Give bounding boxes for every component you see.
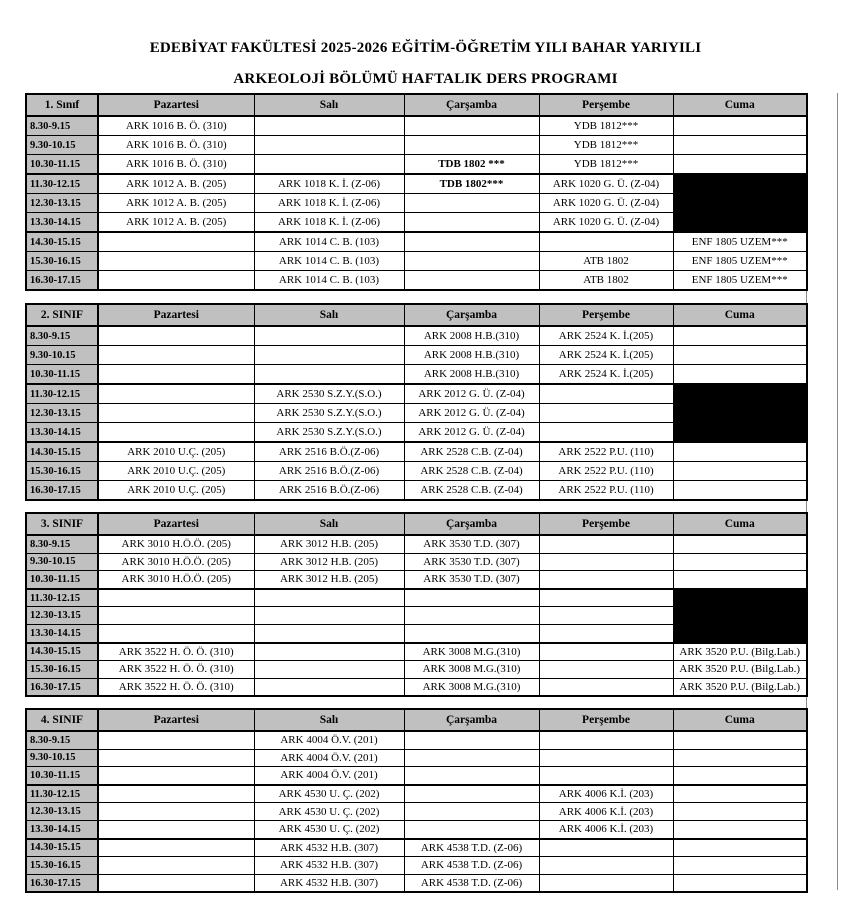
empty-cell [254,365,404,385]
course-cell: ARK 2524 K. İ.(205) [539,346,673,365]
empty-cell [98,767,254,785]
empty-cell [98,820,254,838]
table-row [26,553,807,571]
empty-cell [404,136,539,155]
header-row [26,513,807,535]
table-row [26,803,807,821]
time-slot: 11.30-12.15 [26,785,98,803]
course-cell: ARK 1014 C. B. (103) [254,271,404,291]
time-slot: 9.30-10.15 [26,346,98,365]
table-row [26,624,807,642]
course-cell: ARK 4006 K.İ. (203) [539,820,673,838]
course-cell: ARK 3010 H.Ö.Ö. (205) [98,553,254,571]
course-cell: ARK 4538 T.D. (Z-06) [404,839,539,857]
empty-cell [673,462,807,481]
empty-cell [404,252,539,271]
empty-cell [673,346,807,365]
course-cell: ENF 1805 UZEM*** [673,271,807,291]
empty-cell [539,624,673,642]
schedule-table-grade-4 [25,708,808,893]
empty-cell [673,116,807,136]
empty-cell [254,155,404,175]
time-slot: 12.30-13.15 [26,194,98,213]
empty-cell [539,857,673,875]
course-cell: ARK 1012 A. B. (205) [98,174,254,194]
blocked-cell [673,404,807,423]
time-slot: 12.30-13.15 [26,404,98,423]
empty-cell [98,346,254,365]
empty-cell [254,326,404,346]
empty-cell [539,839,673,857]
course-cell: ARK 1020 G. Ü. (Z-04) [539,194,673,213]
table-row [26,423,807,443]
empty-cell [539,678,673,696]
course-cell: ARK 3530 T.D. (307) [404,553,539,571]
course-cell: ARK 3012 H.B. (205) [254,553,404,571]
course-cell: ARK 1018 K. İ. (Z-06) [254,213,404,233]
course-cell: ARK 3010 H.Ö.Ö. (205) [98,571,254,589]
empty-cell [673,874,807,892]
empty-cell [673,136,807,155]
empty-cell [539,571,673,589]
course-cell: ARK 4532 H.B. (307) [254,839,404,857]
empty-cell [98,232,254,252]
empty-cell [254,346,404,365]
table-row [26,535,807,553]
course-cell: ARK 4530 U. Ç. (202) [254,820,404,838]
course-cell: ARK 2528 C.B. (Z-04) [404,481,539,501]
course-cell: ARK 3520 P.U. (Bilg.Lab.) [673,678,807,696]
blocked-cell [673,174,807,194]
time-slot: 11.30-12.15 [26,174,98,194]
table-row [26,839,807,857]
course-cell: ARK 3008 M.G.(310) [404,678,539,696]
header-row [26,94,807,116]
course-cell: ARK 2008 H.B.(310) [404,365,539,385]
course-cell: ARK 2522 P.U. (110) [539,462,673,481]
empty-cell [539,232,673,252]
empty-cell [539,535,673,553]
table-row [26,678,807,696]
time-slot: 13.30-14.15 [26,423,98,443]
time-slot: 13.30-14.15 [26,213,98,233]
course-cell: ARK 1020 G. Ü. (Z-04) [539,174,673,194]
header-row [26,709,807,731]
empty-cell [539,661,673,679]
course-cell: ARK 2012 G. Ü. (Z-04) [404,384,539,404]
course-cell: ARK 2516 B.Ö.(Z-06) [254,462,404,481]
course-cell: ARK 3522 H. Ö. Ö. (310) [98,678,254,696]
course-cell: TDB 1802 *** [404,155,539,175]
empty-cell [673,442,807,462]
course-cell: ENF 1805 UZEM*** [673,232,807,252]
course-cell: ARK 1018 K. İ. (Z-06) [254,174,404,194]
course-cell: ARK 3530 T.D. (307) [404,571,539,589]
empty-cell [98,839,254,857]
blocked-cell [673,213,807,233]
course-cell: ARK 2522 P.U. (110) [539,481,673,501]
empty-cell [539,874,673,892]
empty-cell [404,767,539,785]
table-row [26,731,807,749]
table-row [26,874,807,892]
print-area-gridline-outer [837,93,838,890]
grade-label: 2. SINIF [26,304,98,326]
day-header: Cuma [673,304,807,326]
course-cell: ARK 3520 P.U. (Bilg.Lab.) [673,643,807,661]
empty-cell [404,820,539,838]
empty-cell [673,749,807,767]
table-row [26,571,807,589]
blocked-cell [673,624,807,642]
time-slot: 11.30-12.15 [26,589,98,607]
day-header: Pazartesi [98,709,254,731]
course-cell: ARK 1020 G. Ü. (Z-04) [539,213,673,233]
course-cell: ARK 2530 S.Z.Y.(S.O.) [254,404,404,423]
day-header: Pazartesi [98,513,254,535]
empty-cell [254,661,404,679]
empty-cell [254,624,404,642]
time-slot: 15.30-16.15 [26,252,98,271]
course-cell: ARK 1012 A. B. (205) [98,213,254,233]
empty-cell [673,767,807,785]
time-slot: 10.30-11.15 [26,571,98,589]
table-row [26,820,807,838]
day-header: Çarşamba [404,709,539,731]
time-slot: 13.30-14.15 [26,624,98,642]
time-slot: 15.30-16.15 [26,857,98,875]
empty-cell [404,785,539,803]
course-cell: ARK 1016 B. Ö. (310) [98,136,254,155]
empty-cell [254,607,404,625]
empty-cell [404,213,539,233]
time-slot: 11.30-12.15 [26,384,98,404]
empty-cell [673,839,807,857]
empty-cell [98,326,254,346]
empty-cell [673,535,807,553]
blocked-cell [673,589,807,607]
empty-cell [98,607,254,625]
course-cell: ARK 4004 Ö.V. (201) [254,749,404,767]
empty-cell [98,749,254,767]
time-slot: 8.30-9.15 [26,731,98,749]
table-row [26,174,807,194]
table-row [26,481,807,501]
day-header: Cuma [673,513,807,535]
empty-cell [98,384,254,404]
time-slot: 16.30-17.15 [26,481,98,501]
time-slot: 15.30-16.15 [26,462,98,481]
course-cell: ARK 4532 H.B. (307) [254,857,404,875]
table-row [26,232,807,252]
course-cell: ARK 2528 C.B. (Z-04) [404,462,539,481]
course-cell: ARK 3522 H. Ö. Ö. (310) [98,643,254,661]
empty-cell [673,803,807,821]
blocked-cell [673,194,807,213]
empty-cell [404,803,539,821]
blocked-cell [673,607,807,625]
day-header: Perşembe [539,709,673,731]
empty-cell [673,571,807,589]
course-cell: ARK 4004 Ö.V. (201) [254,731,404,749]
time-slot: 13.30-14.15 [26,820,98,838]
empty-cell [539,607,673,625]
table-row [26,384,807,404]
course-cell: ARK 2010 U.Ç. (205) [98,462,254,481]
course-cell: ARK 3008 M.G.(310) [404,661,539,679]
empty-cell [539,404,673,423]
day-header: Pazartesi [98,94,254,116]
time-slot: 10.30-11.15 [26,767,98,785]
table-row [26,607,807,625]
course-cell: ARK 2530 S.Z.Y.(S.O.) [254,423,404,443]
course-cell: ARK 2516 B.Ö.(Z-06) [254,442,404,462]
course-cell: ENF 1805 UZEM*** [673,252,807,271]
empty-cell [539,589,673,607]
empty-cell [673,326,807,346]
empty-cell [404,271,539,291]
course-cell: ARK 2010 U.Ç. (205) [98,481,254,501]
course-cell: ARK 3520 P.U. (Bilg.Lab.) [673,661,807,679]
day-header: Perşembe [539,513,673,535]
course-cell: ARK 2008 H.B.(310) [404,346,539,365]
empty-cell [539,731,673,749]
time-slot: 12.30-13.15 [26,803,98,821]
table-row [26,194,807,213]
empty-cell [673,553,807,571]
table-row [26,767,807,785]
course-cell: ARK 4532 H.B. (307) [254,874,404,892]
empty-cell [98,624,254,642]
day-header: Salı [254,513,404,535]
table-row [26,643,807,661]
course-cell: ARK 4530 U. Ç. (202) [254,785,404,803]
table-row [26,252,807,271]
empty-cell [404,232,539,252]
schedule-table-grade-1 [25,93,808,291]
course-cell: YDB 1812*** [539,155,673,175]
course-cell: ARK 1014 C. B. (103) [254,232,404,252]
day-header: Salı [254,304,404,326]
day-header: Çarşamba [404,513,539,535]
empty-cell [98,271,254,291]
empty-cell [404,116,539,136]
course-cell: ARK 2524 K. İ.(205) [539,326,673,346]
course-cell: ARK 2008 H.B.(310) [404,326,539,346]
time-slot: 9.30-10.15 [26,136,98,155]
time-slot: 14.30-15.15 [26,643,98,661]
empty-cell [404,749,539,767]
day-header: Cuma [673,709,807,731]
table-row [26,462,807,481]
course-cell: ARK 2524 K. İ.(205) [539,365,673,385]
day-header: Perşembe [539,304,673,326]
empty-cell [254,678,404,696]
course-cell: ARK 3522 H. Ö. Ö. (310) [98,661,254,679]
time-slot: 16.30-17.15 [26,678,98,696]
course-cell: ARK 2528 C.B. (Z-04) [404,442,539,462]
empty-cell [98,857,254,875]
day-header: Salı [254,709,404,731]
time-slot: 14.30-15.15 [26,839,98,857]
table-row [26,116,807,136]
time-slot: 10.30-11.15 [26,365,98,385]
course-cell: ARK 3012 H.B. (205) [254,571,404,589]
empty-cell [539,423,673,443]
empty-cell [404,731,539,749]
table-row [26,326,807,346]
empty-cell [539,384,673,404]
time-slot: 8.30-9.15 [26,116,98,136]
course-cell: ARK 2012 G. Ü. (Z-04) [404,404,539,423]
empty-cell [404,624,539,642]
table-row [26,857,807,875]
time-slot: 15.30-16.15 [26,661,98,679]
table-row [26,271,807,291]
grade-label: 4. SINIF [26,709,98,731]
course-cell: ARK 3010 H.Ö.Ö. (205) [98,535,254,553]
time-slot: 8.30-9.15 [26,326,98,346]
table-row [26,785,807,803]
course-cell: ARK 3012 H.B. (205) [254,535,404,553]
course-cell: ARK 3530 T.D. (307) [404,535,539,553]
blocked-cell [673,384,807,404]
empty-cell [98,731,254,749]
empty-cell [254,116,404,136]
schedule-table-grade-3 [25,512,808,697]
empty-cell [98,423,254,443]
course-cell: ARK 4530 U. Ç. (202) [254,803,404,821]
empty-cell [539,553,673,571]
empty-cell [673,481,807,501]
empty-cell [404,194,539,213]
empty-cell [539,749,673,767]
course-cell: ARK 4006 K.İ. (203) [539,785,673,803]
table-row [26,155,807,175]
empty-cell [539,767,673,785]
grade-label: 1. Sınıf [26,94,98,116]
empty-cell [98,803,254,821]
course-cell: ARK 1012 A. B. (205) [98,194,254,213]
table-row [26,749,807,767]
course-cell: ARK 2516 B.Ö.(Z-06) [254,481,404,501]
course-cell: ARK 1016 B. Ö. (310) [98,155,254,175]
course-cell: ARK 2012 G. Ü. (Z-04) [404,423,539,443]
empty-cell [254,643,404,661]
time-slot: 14.30-15.15 [26,442,98,462]
course-cell: ARK 4538 T.D. (Z-06) [404,874,539,892]
table-row [26,404,807,423]
day-header: Pazartesi [98,304,254,326]
document-title: EDEBİYAT FAKÜLTESİ 2025-2026 EĞİTİM-ÖĞRETİM YILI BAHAR YARIYILI [149,40,702,56]
table-row [26,346,807,365]
time-slot: 9.30-10.15 [26,553,98,571]
empty-cell [98,589,254,607]
course-cell: ARK 2530 S.Z.Y.(S.O.) [254,384,404,404]
empty-cell [673,785,807,803]
empty-cell [673,365,807,385]
empty-cell [404,607,539,625]
table-row [26,442,807,462]
empty-cell [254,136,404,155]
course-cell: ARK 1018 K. İ. (Z-06) [254,194,404,213]
time-slot: 9.30-10.15 [26,749,98,767]
day-header: Salı [254,94,404,116]
empty-cell [254,589,404,607]
blocked-cell [673,423,807,443]
empty-cell [673,820,807,838]
time-slot: 12.30-13.15 [26,607,98,625]
course-cell: YDB 1812*** [539,136,673,155]
course-cell: ARK 4006 K.İ. (203) [539,803,673,821]
empty-cell [673,857,807,875]
course-cell: ARK 1016 B. Ö. (310) [98,116,254,136]
course-cell: ATB 1802 [539,271,673,291]
table-row [26,136,807,155]
course-cell: ARK 2010 U.Ç. (205) [98,442,254,462]
course-cell: ARK 4004 Ö.V. (201) [254,767,404,785]
course-cell: ARK 2522 P.U. (110) [539,442,673,462]
day-header: Perşembe [539,94,673,116]
course-cell: ARK 1014 C. B. (103) [254,252,404,271]
grade-label: 3. SINIF [26,513,98,535]
day-header: Çarşamba [404,304,539,326]
time-slot: 8.30-9.15 [26,535,98,553]
empty-cell [673,155,807,175]
course-cell: ARK 4538 T.D. (Z-06) [404,857,539,875]
time-slot: 16.30-17.15 [26,874,98,892]
empty-cell [98,785,254,803]
empty-cell [98,874,254,892]
empty-cell [98,365,254,385]
empty-cell [98,252,254,271]
header-row [26,304,807,326]
table-row [26,661,807,679]
empty-cell [404,589,539,607]
day-header: Çarşamba [404,94,539,116]
time-slot: 14.30-15.15 [26,232,98,252]
day-header: Cuma [673,94,807,116]
table-row [26,589,807,607]
table-row [26,365,807,385]
empty-cell [539,643,673,661]
time-slot: 10.30-11.15 [26,155,98,175]
document-subtitle: ARKEOLOJİ BÖLÜMÜ HAFTALIK DERS PROGRAMI [233,71,618,87]
course-cell: ARK 3008 M.G.(310) [404,643,539,661]
empty-cell [98,404,254,423]
course-cell: TDB 1802*** [404,174,539,194]
empty-cell [673,731,807,749]
course-cell: ATB 1802 [539,252,673,271]
course-cell: YDB 1812*** [539,116,673,136]
schedule-table-grade-2 [25,303,808,501]
table-row [26,213,807,233]
time-slot: 16.30-17.15 [26,271,98,291]
